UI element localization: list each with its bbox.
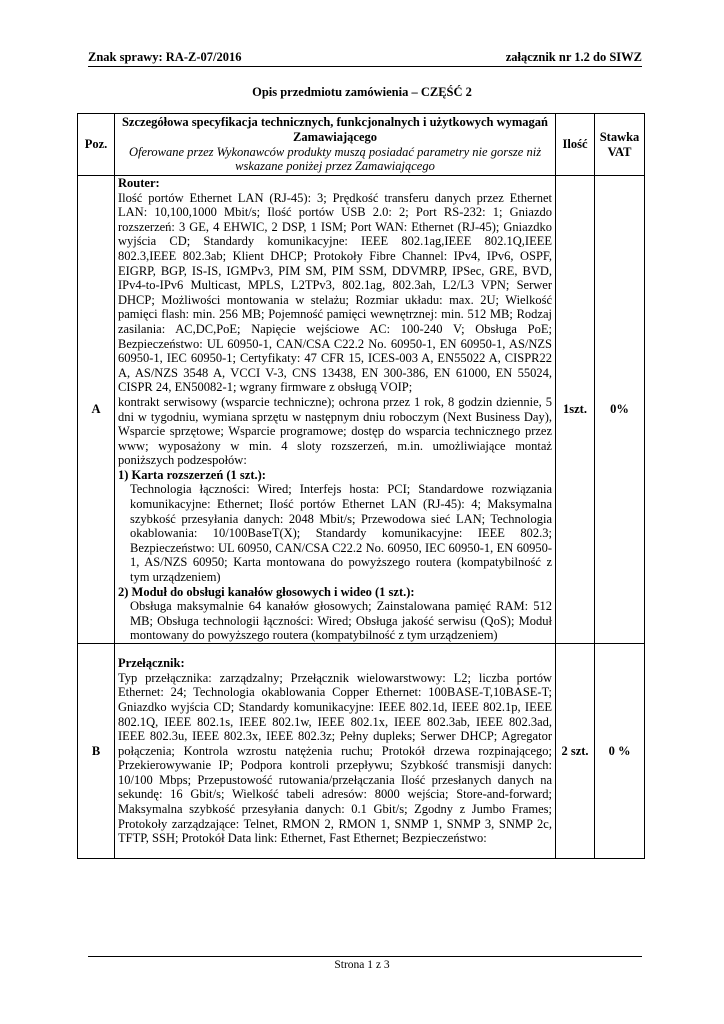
- footer-divider: [88, 956, 642, 957]
- row-a-body2: kontrakt serwisowy (wsparcie techniczne); ochrona przez 1 rok, 8 godzin dziennie, 5 dni w tygodniu, wymiana sprzętu w następnym dniu roboczym (Next Business Day), Wsparcie sprzętowe; Wsparcie programowe; dostęp do wsparcia technicznego przez www; wyposażony w min. 4 sloty rozszerzeń, m.in. umożliwiające montaż poniższych podzespołów:: [118, 394, 552, 468]
- row-b-description: [115, 644, 556, 859]
- row-b-qty: 2 szt.: [556, 644, 595, 859]
- page-header: [88, 50, 642, 65]
- document-title: Opis przedmiotu zamówienia – CZĘŚĆ 2: [252, 85, 472, 99]
- header-spec-title: Szczegółowa specyfikacja technicznych, funkcjonalnych i użytkowych wymagań Zamawiającego: [121, 115, 549, 144]
- row-b-title: Przełącznik:: [118, 656, 185, 671]
- row-a-description: [115, 176, 556, 644]
- header-specification: [115, 114, 556, 176]
- row-a-title: Router:: [118, 176, 160, 190]
- row-a-vat: 0%: [595, 176, 645, 644]
- header-vat: Stawka VAT: [595, 114, 645, 176]
- row-a-sub1-body: Technologia łączności: Wired; Interfejs hosta: PCI; Standardowe rozwiązania komunikacyjne: Ethernet; Ilość portów Ethernet LAN (RJ-45): 4; Maksymalna szybkość przesyłania danych: 2048 Mbit/s; Przewodowa sieć LAN; Technologia okablowania: 10/100BaseT(X); Standardy komunikacyjne: IEEE 802.3; Bezpieczeństwo: UL 60950, CAN/CSA C22.2 No. 60950, IEC 60950-1, EN 60950-1, AS/NZS 60950; Karta montowana do powyższego routera (kompatybilność z tym urządzeniem): [130, 482, 552, 585]
- header-qty: Ilość: [556, 114, 595, 176]
- table-row: [78, 644, 645, 859]
- row-b-body: Typ przełącznika: zarządzalny; Przełącznik wielowarstwowy: L2; liczba portów Ethernet: 24; Technologia okablowania Copper Ethernet: 100BASE-T,10BASE-T; Gniazdko wyjścia CD; Standardy komunikacyjne: IEEE 802.1d, IEEE 802.1p, IEEE 802.1Q, IEEE 802.1s, IEEE 802.1w, IEEE 802.1x, IEEE 802.3ab, IEEE 802.3ad, IEEE 802.3u, IEEE 802.3x, IEEE 802.3z; Pełny dupleks; Serwer DHCP; Agregator połączenia; Kontrola wzrostu natężenia ruchu; Protokół drzewa rozpinającego; Przekierowywanie IP; Podpora kontroli przepływu; Szybkość transmisji danych: 10/100 Mbps; Przepustowość rutowania/przełączania Ilość przesłanych danych na sekundę: 16 Gbit/s; Wielkość tabeli adresów: 8000 wejścia; Store-and-forward; Maksymalna szybkość przesyłania danych: 0.1 Gbit/s; Zgodny z Jumbo Frames; Protokoły zarządzające: Telnet, RMON 2, RMON 1, SNMP 1, SNMP 3, SNMP 2c, TFTP, SSH; Protokół Data link: Ethernet, Fast Ethernet; Bezpieczeństwo:: [118, 670, 552, 846]
- page-number: Strona 1 z 3: [334, 959, 390, 971]
- row-a-qty: 1szt.: [556, 176, 595, 644]
- header-spec-subtitle: Oferowane przez Wykonawców produkty muszą posiadać parametry nie gorsze niż wskazane poniżej przez Zamawiającego: [128, 144, 542, 174]
- row-b-pos: B: [78, 644, 115, 859]
- row-b-vat: 0 %: [595, 644, 645, 859]
- row-a-pos: A: [78, 176, 115, 644]
- attachment-label: załącznik nr 1.2 do SIWZ: [505, 50, 642, 64]
- row-a-sub2-body: Obsługa maksymalnie 64 kanałów głosowych; Zainstalowana pamięć RAM: 512 MB; Obsługa technologii łączności: Wired; Obsługa jakość serwisu (QoS); Moduł montowany do powyższego routera (kompatybilność z tym urządzeniem): [130, 599, 552, 643]
- table-row: [78, 176, 645, 644]
- header-divider: [88, 66, 642, 67]
- table-header-row: [78, 114, 645, 176]
- row-a-sub1-head: 1) Karta rozszerzeń (1 szt.):: [118, 467, 266, 482]
- case-number: Znak sprawy: RA-Z-07/2016: [88, 50, 242, 64]
- row-a-sub2-head: 2) Moduł do obsługi kanałów głosowych i wideo (1 szt.):: [118, 584, 415, 599]
- specification-table: [77, 113, 645, 859]
- header-pos: Poz.: [78, 114, 115, 176]
- row-a-body: Ilość portów Ethernet LAN (RJ-45): 3; Prędkość transferu danych przez Ethernet LAN: 10,100,1000 Mbit/s; Ilość portów USB 2.0: 2; Port RS-232: 1; Gniazdo rozszerzeń: 3 GE, 4 EHWIC, 2 DSP, 1 ISM; Port WAN: Ethernet (RJ-45); Gniazdko wyjścia CD; Standardy komunikacyjne: IEEE 802.1ag,IEEE 802.1Q,IEEE 802.3,IEEE 802.3ab; Klient DHCP; Protokoły Fibre Channel: IPv4, IPv6, OSPF, EIGRP, BGP, IS-IS, IGMPv3, PIM SM, PIM SSM, DDVMRP, IPSec, GRE, BVD, IPv4-to-IPv6 Multicast, MPLS, L2TPv3, 802.1ag, 802.3ah, L2/L3 VPN; Serwer DHCP; Możliwości montowania w stelażu; Rozmiar układu: max. 2U; Wielkość pamięci flash: min. 256 MB; Pojemność pamięci wewnętrznej: min. 512 MB; Rodzaj zasilania: AC,DC,PoE; Napięcie wejściowe AC: 100-240 V; Obsługa PoE; Bezpieczeństwo: UL 60950-1, CAN/CSA C22.2 No. 60950-1, EN 60950-1, AS/NZS 60950-1, IEC 60950-1; Certyfikaty: 47 CFR 15, ICES-003 A, EN55022 A, CISPR22 A, AS/NZS 3548 A, VCCI V-3, CNS 13438, EN 300-386, EN 61000, EN 55024, CISPR 24, EN50082-1; wgrany firmware z obsługą VOIP;: [118, 190, 552, 395]
